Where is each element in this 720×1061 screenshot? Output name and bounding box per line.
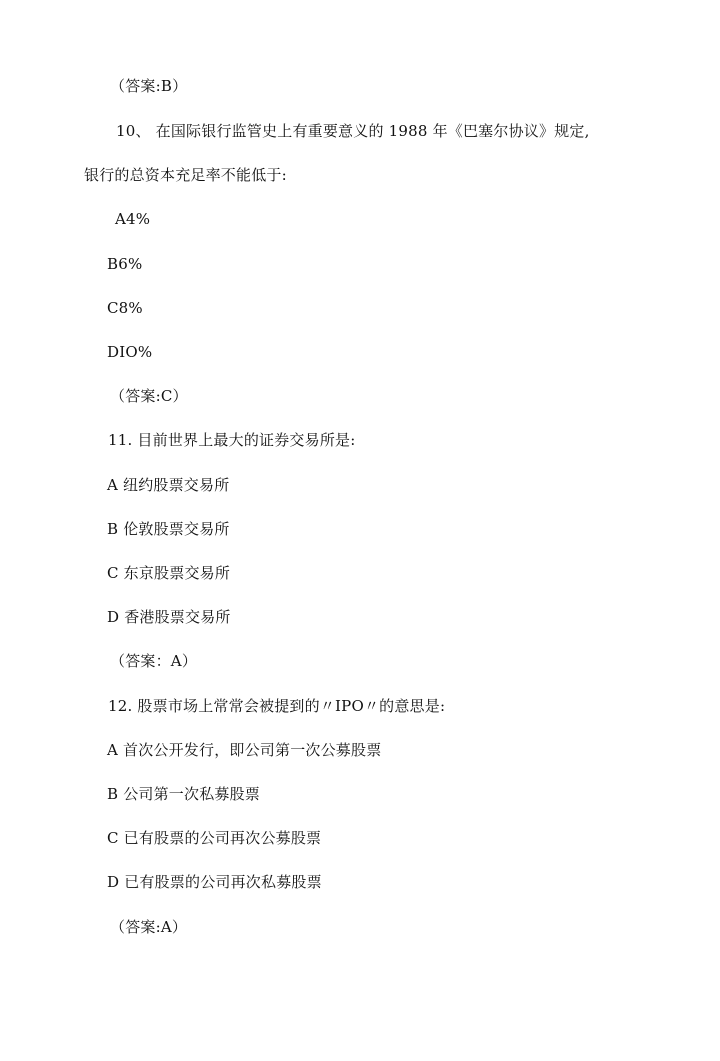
q11-option-d: D 香港股票交易所 <box>107 608 231 626</box>
q12-option-a: A 首次公开发行，即公司第一次公募股票 <box>107 741 382 759</box>
answer-line-q10: （答案:C） <box>110 387 188 405</box>
answer-line-q12: （答案:A） <box>110 918 188 936</box>
q11-option-a: A 纽约股票交易所 <box>107 476 230 494</box>
q11-option-c: C 东京股票交易所 <box>107 564 231 582</box>
q10-option-c: C8% <box>107 299 143 317</box>
question-10-text-cont: 银行的总资本充足率不能低于: <box>84 166 287 184</box>
q12-option-c: C 已有股票的公司再次公募股票 <box>107 829 322 847</box>
q11-option-b: B 伦敦股票交易所 <box>107 520 230 538</box>
question-11-text: 11. 目前世界上最大的证券交易所是: <box>108 431 356 449</box>
q10-option-b: B6% <box>107 255 143 273</box>
answer-line-q9: （答案:B） <box>110 77 188 95</box>
answer-line-q11: （答案：A） <box>110 652 198 670</box>
question-10-text: 10、 在国际银行监管史上有重要意义的 1988 年《巴塞尔协议》规定, <box>116 122 590 140</box>
question-12-text: 12. 股票市场上常常会被提到的〃IPO〃的意思是: <box>108 697 446 715</box>
q10-option-d: DIO% <box>107 343 153 361</box>
q10-option-a: A4% <box>115 210 151 228</box>
q12-option-d: D 已有股票的公司再次私募股票 <box>107 873 322 891</box>
q12-option-b: B 公司第一次私募股票 <box>107 785 260 803</box>
